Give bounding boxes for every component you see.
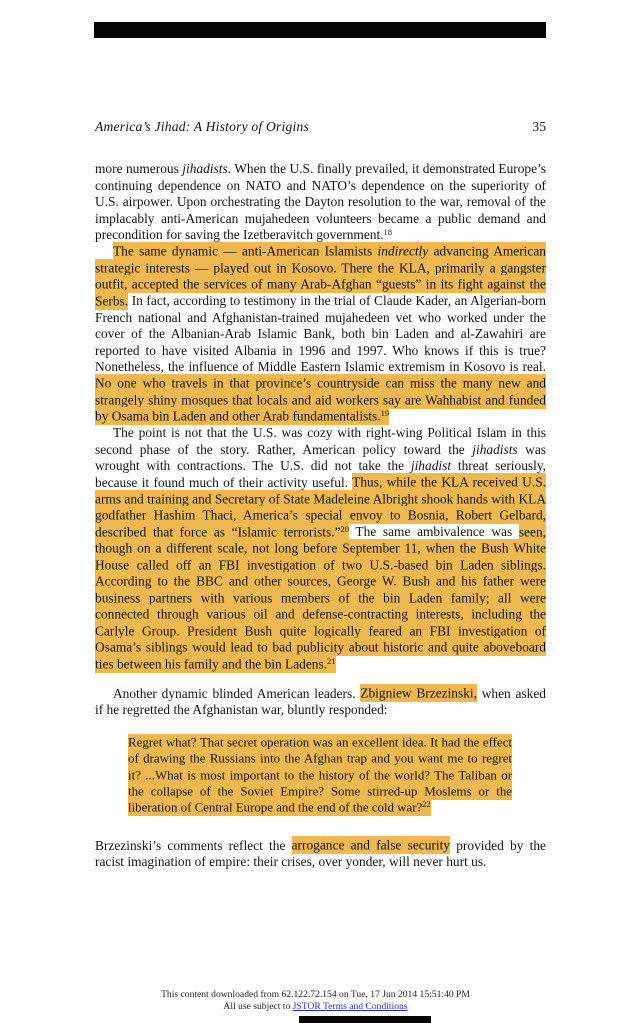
highlight: arrogance and false security (291, 837, 451, 853)
paragraph: The same dynamic — anti-American Islamists indirectly advancing American strategic interests — played out in Kosovo. There the KLA, primarily a gangster outfit, accepted the services of many Arab-Afghan “guests” in its fight against the Serbs. In fact, according to testimony in the trial of Claude Kader, an Algerian-born French national and Afghanistan-trained mujahedeen vet who worked under the cover of the Albanian-Arab Islamic Bank, both bin Laden and al-Zawahiri are reported to have visited Albania in 1996 and 1997. Who knows if this is true? Nonetheless, the influence of Middle Eastern Islamic extremism in Kosovo is real. No one who travels in that province’s countryside can miss the many new and strangely shiny mosques that locals and aid workers say are Wahhabist and funded by Osama bin Laden and other Arab fundamentalists.$^{19}$ (95, 243, 546, 424)
download-stamp-line1: This content downloaded from 62.122.72.154 on Tue, 17 Jun 2014 15:51:40 PM (161, 989, 470, 1000)
highlight: seen, though on a different scale, not long before September 11, when the Bush White House called off an FBI investigation of two U.S.-based bin Laden siblings. According to the BBC and other sources, George W. Bush and his father were business partners with various members of the bin Laden family; all were connected through various oil and defense-contracting interests, including the Carlyle Group. President Bush quite logically feared an FBI investigation of Osama’s siblings would lead to bad publicity about historic and quite aboveboard ties between his family and the bin Ladens. (95, 524, 546, 671)
page-number: 35 (532, 119, 546, 134)
highlight (341, 523, 350, 541)
jstor-terms-link[interactable]: JSTOR Terms and Conditions (292, 1001, 408, 1012)
paragraph: The point is not that the U.S. was cozy with right-wing Political Islam in this second phase of the story. Rather, American policy toward the jihadists was wrought with contractions. The U.S. did not take the jihadist threat seriously, because it found much of their activity useful. Thus, while the KLA received U.S. arms and training and Secretary of State Madeleine Albright shook hands with KLA godfather Hashim Thaci, America’s special envoy to Bosnia, Robert Gelbard, described that force as “Islamic terrorists.”$^{20}$ The same ambivalence was seen, though on a different scale, not long before September 11, when the Bush White House called off an FBI investigation of two U.S.-based bin Laden siblings. According to the BBC and other sources, George W. Bush and his father were business partners with various members of the bin Laden family; all were connected through various oil and defense-contracting interests, including the Carlyle Group. President Bush quite logically feared an FBI investigation of Osama’s siblings would lead to bad publicity about historic and quite aboveboard ties between his family and the bin Ladens.$^{21}$ (95, 425, 546, 671)
paragraph: Brzezinski’s comments reflect the arrogance and false security provided by the racist imagination of empire: their crises, over yonder, will never hurt us. (95, 837, 546, 870)
highlight: Regret what? That secret operation was an excellent idea. It had the effect of drawing the Russians into the Afghan trap and you want me to regret it? ...What is most important to the history of the world? The Taliban or the collapse of the Soviet Empire? Some stirred-up Moslems or the liberation of Central Europe and the end of the cold war? (128, 735, 512, 815)
scan-artifact-bottom-bar (299, 1016, 431, 1023)
highlight: indirectly (377, 243, 429, 259)
highlight: advancing American strategic interests — played out in Kosovo. There the KLA, primarily a gangster outfit, accepted the services of many Arab-Afghan “guests” in its fight against the Serbs. (95, 243, 546, 308)
paragraph: more numerous jihadists. When the U.S. finally prevailed, it demonstrated Europe’s continuing dependence on NATO and NATO’s dependence on the superiority of U.S. airpower. Upon orchestrating the Dayton resolution to the war, removal of the implacably anti-American mujahedeen volunteers became a public demand and precondition for saving the Izetberavitch government.$^{18}$ (95, 161, 546, 242)
running-head-title: America’s Jihad: A History of Origins (95, 119, 309, 134)
highlight: No one who travels in that province’s countryside can miss the many new and strangely shiny mosques that locals and aid workers say are Wahhabist and funded by Osama bin Laden and other Arab fundamentalists. (95, 375, 546, 424)
download-stamp-line2 (0, 1001, 631, 1013)
download-stamp-line2-prefix: All use subject to (223, 1001, 293, 1012)
download-stamp (0, 989, 631, 1013)
highlight (327, 655, 336, 673)
highlight: Zbigniew Brzezinski, (360, 685, 477, 701)
footnote-reference: 19 (380, 408, 390, 418)
footnote-reference: 20 (340, 523, 350, 534)
article-text (95, 161, 546, 871)
running-head (95, 119, 546, 135)
highlight (381, 407, 390, 425)
highlight: The same dynamic — anti-American Islamists (113, 243, 378, 259)
highlight (422, 799, 431, 816)
footnote-reference: 18 (383, 226, 393, 237)
footnote-reference: 22 (422, 799, 431, 810)
scan-artifact-top-bar (94, 22, 546, 38)
highlight: Thus, while the KLA received U.S. arms and training and Secretary of State Madeleine Albright shook hands with KLA godfather Hashim Thaci, America’s special envoy to Bosnia, Robert Gelbard, described that force as “Islamic terrorists.” (95, 474, 546, 539)
footnote-reference: 21 (327, 655, 336, 666)
paragraph: Another dynamic blinded American leaders. Zbigniew Brzezinski, when asked if he regretted the Afghanistan war, bluntly responded: (95, 685, 546, 717)
block-quote (128, 735, 512, 816)
